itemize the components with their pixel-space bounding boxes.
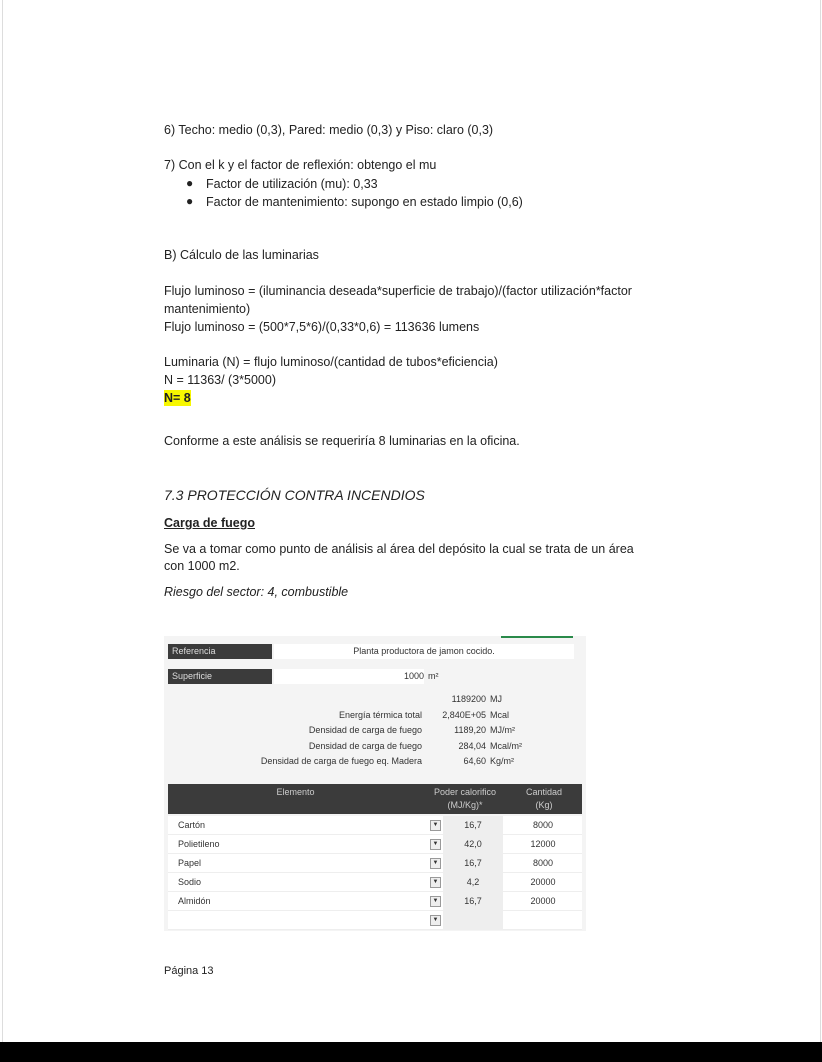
summary-value: 284,04 bbox=[458, 740, 486, 751]
element-name: Almidón bbox=[178, 896, 211, 906]
calorific-value bbox=[443, 911, 503, 929]
summary-label: Densidad de carga de fuego bbox=[308, 740, 422, 751]
summary-unit: MJ bbox=[490, 694, 502, 704]
quantity-value: 8000 bbox=[532, 858, 554, 868]
calorific-value: 42,0 bbox=[443, 835, 503, 853]
summary-value: 1189200 bbox=[451, 694, 486, 704]
header-poder: Poder calorifico (MJ/Kg)* bbox=[433, 787, 497, 810]
text-line: con 1000 m2. bbox=[164, 559, 240, 573]
dropdown-arrow-icon[interactable]: ▼ bbox=[430, 839, 441, 850]
table-row bbox=[168, 873, 582, 892]
bullet-icon: ● bbox=[186, 194, 194, 208]
element-name: Sodio bbox=[178, 877, 202, 887]
text-line: 6) Techo: medio (0,3), Pared: medio (0,3) y Piso: claro (0,3) bbox=[164, 123, 494, 137]
summary-unit: Kg/m² bbox=[490, 756, 515, 766]
subheading: Carga de fuego bbox=[164, 516, 255, 530]
calorific-value: 4,2 bbox=[443, 873, 503, 891]
text-line: Luminaria (N) = flujo luminoso/(cantidad de tubos*eficiencia) bbox=[164, 355, 498, 369]
page-number: Página 13 bbox=[164, 965, 214, 977]
table-row bbox=[168, 816, 582, 835]
section-heading: 7.3 PROTECCIÓN CONTRA INCENDIOS bbox=[164, 487, 425, 503]
dropdown-arrow-icon[interactable]: ▼ bbox=[430, 915, 441, 926]
summary-unit: Mcal/m² bbox=[490, 740, 522, 751]
highlighted-result: N= 8 bbox=[164, 391, 191, 405]
summary-value: 64,60 bbox=[463, 756, 486, 766]
summary-label: Densidad de carga de fuego bbox=[308, 725, 422, 735]
calorific-value: 16,7 bbox=[443, 816, 503, 834]
quantity-value: 12000 bbox=[530, 839, 556, 849]
sup-unit: m² bbox=[428, 671, 439, 681]
header-cantidad: Cantidad (Kg) bbox=[525, 787, 563, 810]
element-name: Polietileno bbox=[178, 839, 220, 849]
fire-load-table bbox=[164, 636, 586, 931]
summary-label: Densidad de carga de fuego eq. Madera bbox=[260, 756, 422, 766]
quantity-value: 20000 bbox=[530, 877, 556, 887]
quantity-value: 20000 bbox=[530, 896, 556, 906]
ref-value: Planta productora de jamon cocido. bbox=[274, 644, 574, 659]
cell-selection-edge bbox=[501, 636, 573, 638]
quantity-value: 8000 bbox=[532, 820, 554, 830]
summary-value: 2,840E+05 bbox=[442, 709, 486, 720]
section-label: B) Cálculo de las luminarias bbox=[164, 248, 319, 262]
table-row bbox=[168, 892, 582, 911]
bullet-item: Factor de utilización (mu): 0,33 bbox=[206, 177, 378, 191]
element-name: Papel bbox=[178, 858, 202, 868]
text-line: Conforme a este análisis se requeriría 8 luminarias en la oficina. bbox=[164, 434, 520, 448]
summary-unit: Mcal bbox=[490, 709, 510, 720]
summary-value: 1189,20 bbox=[454, 725, 486, 735]
bottom-bar bbox=[0, 1042, 822, 1062]
header-elemento: Elemento bbox=[276, 787, 315, 797]
text-line: Flujo luminoso = (500*7,5*6)/(0,33*0,6) = 113636 lumens bbox=[164, 320, 480, 334]
dropdown-arrow-icon[interactable]: ▼ bbox=[430, 858, 441, 869]
table-row bbox=[168, 854, 582, 873]
bullet-icon: ● bbox=[186, 176, 194, 190]
ref-label: Referencia bbox=[168, 644, 272, 659]
dropdown-arrow-icon[interactable]: ▼ bbox=[430, 896, 441, 907]
text-line: mantenimiento) bbox=[164, 302, 251, 316]
bullet-item: Factor de mantenimiento: supongo en estado limpio (0,6) bbox=[206, 195, 523, 209]
summary-label: Energía térmica total bbox=[338, 709, 422, 720]
text-line: Riesgo del sector: 4, combustible bbox=[164, 585, 349, 599]
table-header bbox=[168, 784, 582, 814]
table-row bbox=[168, 911, 582, 930]
text-line: Se va a tomar como punto de análisis al área del depósito la cual se trata de un área bbox=[164, 542, 634, 556]
element-name: Cartón bbox=[178, 820, 206, 830]
text-line: Flujo luminoso = (iluminancia deseada*superficie de trabajo)/(factor utilización*factor bbox=[164, 284, 632, 298]
dropdown-arrow-icon[interactable]: ▼ bbox=[430, 877, 441, 888]
table-row bbox=[168, 835, 582, 854]
text-line: N = 11363/ (3*5000) bbox=[164, 373, 276, 387]
text-line: 7) Con el k y el factor de reflexión: obtengo el mu bbox=[164, 158, 437, 172]
calorific-value: 16,7 bbox=[443, 892, 503, 910]
calorific-value: 16,7 bbox=[443, 854, 503, 872]
summary-unit: MJ/m² bbox=[490, 725, 515, 735]
sup-label: Superficie bbox=[168, 669, 272, 684]
sup-value: 1000 bbox=[274, 669, 424, 684]
dropdown-arrow-icon[interactable]: ▼ bbox=[430, 820, 441, 831]
